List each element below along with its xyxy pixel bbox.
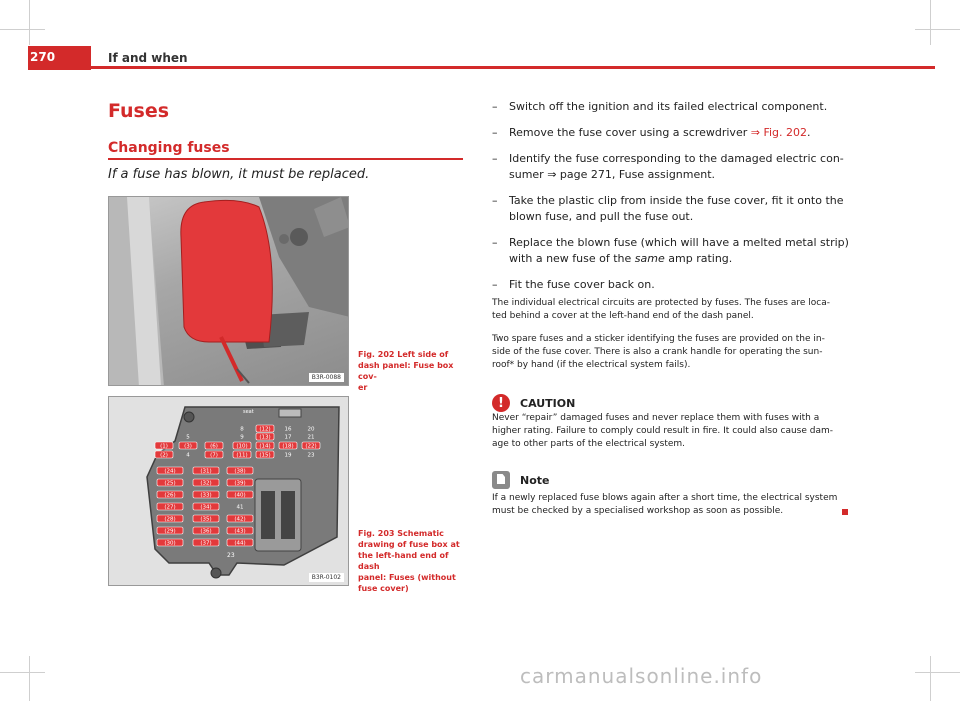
figure-203-caption: Fig. 203 Schematic drawing of fuse box at the left-hand end of dash panel: Fuses (without fuse cover) xyxy=(358,529,460,593)
fuse-label xyxy=(193,479,219,487)
svg-text:5: 5 xyxy=(186,434,190,441)
step-item: – Replace the blown fuse (which will have a melted metal strip) with a new fuse of the same amp rating. xyxy=(492,236,849,265)
fuse-label xyxy=(240,435,244,441)
note-text: If a newly replaced fuse blows again after a short time, the electrical system must be checked by a specialised workshop as soon as possible. xyxy=(492,493,838,516)
fuse-label xyxy=(157,539,183,547)
fuse-label xyxy=(157,467,183,475)
svg-text:(27): (27) xyxy=(164,504,176,511)
svg-text:(18): (18) xyxy=(282,443,294,450)
dash-panel-illustration xyxy=(109,197,349,386)
svg-text:(42): (42) xyxy=(234,516,246,523)
svg-text:(22): (22) xyxy=(305,443,317,450)
note-heading: Note xyxy=(492,471,549,489)
fuse-label xyxy=(193,503,219,511)
fuse-label xyxy=(308,453,315,459)
fuse-label xyxy=(227,467,253,475)
figure-code: B3R-0088 xyxy=(309,373,344,382)
svg-text:19: 19 xyxy=(284,452,292,459)
fuse-label xyxy=(256,442,274,450)
fuse-label xyxy=(285,427,292,433)
step-item: – Remove the fuse cover using a screwdriver ⇒ Fig. 202. xyxy=(492,126,811,139)
svg-text:(15): (15) xyxy=(259,452,271,459)
svg-text:(30): (30) xyxy=(164,540,176,547)
fuse-label xyxy=(227,527,253,535)
svg-text:20: 20 xyxy=(307,426,315,433)
svg-text:(44): (44) xyxy=(234,540,246,547)
fuse-label xyxy=(256,433,274,441)
fuse-label xyxy=(256,425,274,433)
svg-text:8: 8 xyxy=(240,426,244,433)
svg-text:(14): (14) xyxy=(259,443,271,450)
svg-text:4: 4 xyxy=(186,452,190,459)
svg-text:(1): (1) xyxy=(160,443,168,450)
svg-text:(26): (26) xyxy=(164,492,176,499)
fuse-label xyxy=(155,442,173,450)
caution-heading: ! CAUTION xyxy=(492,394,575,412)
fuse-label xyxy=(193,491,219,499)
fuse-label xyxy=(186,435,190,441)
fuse-label xyxy=(285,435,292,441)
svg-text:41: 41 xyxy=(236,504,244,511)
note-icon xyxy=(492,471,510,489)
fuse-label xyxy=(205,442,223,450)
fuse-label xyxy=(256,451,274,459)
fuse-label xyxy=(157,503,183,511)
fuse-label xyxy=(302,442,320,450)
fuse-label xyxy=(308,427,315,433)
fuse-label xyxy=(205,451,223,459)
figure-202-link[interactable]: ⇒ Fig. 202 xyxy=(750,126,808,139)
watermark: carmanualsonline.info xyxy=(520,664,763,688)
body-paragraph: The individual electrical circuits are protected by fuses. The fuses are loca- ted behind a cover at the left-hand end of the dash panel. xyxy=(492,298,830,321)
svg-text:(43): (43) xyxy=(234,528,246,535)
fuse-label xyxy=(227,539,253,547)
fuse-box-schematic xyxy=(109,397,349,586)
figure-202-caption: Fig. 202 Left side of dash panel: Fuse box cov- er xyxy=(358,350,454,392)
caution-text: Never “repair” damaged fuses and never replace them with fuses with a higher rating. Failure to comply could result in fire. It could also cause dam- age to other parts of the electrical system. xyxy=(492,413,833,449)
fuse-label xyxy=(308,435,315,441)
svg-text:(24): (24) xyxy=(164,468,176,475)
fuse-label xyxy=(157,527,183,535)
fuse-label xyxy=(237,505,244,511)
fuse-box-tag: seat xyxy=(243,409,254,415)
svg-text:(28): (28) xyxy=(164,516,176,523)
svg-text:(10): (10) xyxy=(236,443,248,450)
body-paragraph: Two spare fuses and a sticker identifying the fuses are provided on the in- side of the fuse cover. There is also a crank handle for operating the sun- roof* by hand (if the electrical system fails). xyxy=(492,334,825,370)
svg-text:17: 17 xyxy=(284,434,292,441)
step-item: – Take the plastic clip from inside the fuse cover, fit it onto the blown fuse, and pull the fuse out. xyxy=(492,194,844,223)
fuse-label xyxy=(157,479,183,487)
svg-text:23: 23 xyxy=(307,452,315,459)
svg-text:(33): (33) xyxy=(200,492,212,499)
svg-text:(25): (25) xyxy=(164,480,176,487)
svg-text:(11): (11) xyxy=(236,452,248,459)
step-item: – Switch off the ignition and its failed electrical component. xyxy=(492,100,828,113)
fuse-label xyxy=(157,515,183,523)
svg-text:(7): (7) xyxy=(210,452,218,459)
svg-text:(3): (3) xyxy=(184,443,192,450)
fuse-label xyxy=(155,451,173,459)
step-item: – Fit the fuse cover back on. xyxy=(492,278,655,291)
fuse-label xyxy=(233,442,251,450)
subsection-rule xyxy=(108,158,463,160)
page-number: 270 xyxy=(30,50,56,64)
fuse-label xyxy=(240,427,244,433)
exclamation-icon: ! xyxy=(492,394,510,412)
svg-text:(13): (13) xyxy=(259,434,271,441)
svg-text:(39): (39) xyxy=(234,480,246,487)
subsection-title: Changing fuses xyxy=(108,140,230,156)
svg-text:16: 16 xyxy=(284,426,292,433)
fuse-label xyxy=(157,491,183,499)
section-end-marker xyxy=(842,509,848,515)
figure-202-image xyxy=(108,196,349,386)
fuse-label xyxy=(193,527,219,535)
step-item: – Identify the fuse corresponding to the damaged electric con- sumer ⇒ page 271, Fuse assignment. xyxy=(492,152,844,181)
procedure-steps xyxy=(492,99,852,303)
svg-text:(29): (29) xyxy=(164,528,176,535)
svg-text:(32): (32) xyxy=(200,480,212,487)
fuse-label xyxy=(227,515,253,523)
fuse-label xyxy=(279,442,297,450)
svg-text:(31): (31) xyxy=(200,468,212,475)
figure-code: B3R-0102 xyxy=(309,573,344,582)
svg-text:9: 9 xyxy=(240,434,244,441)
fuse-label xyxy=(233,451,251,459)
svg-text:(34): (34) xyxy=(200,504,212,511)
svg-text:(36): (36) xyxy=(200,528,212,535)
page-title: Fuses xyxy=(108,100,170,122)
fuse-label xyxy=(285,453,292,459)
fuse-label xyxy=(193,515,219,523)
fuse-label xyxy=(227,479,253,487)
fuse-box-mark: 23 xyxy=(227,552,235,559)
svg-text:21: 21 xyxy=(307,434,315,441)
lead-text: If a fuse has blown, it must be replaced. xyxy=(108,167,370,182)
fuse-label xyxy=(227,491,253,499)
fuse-label xyxy=(193,467,219,475)
fuse-label xyxy=(179,442,197,450)
fuse-label xyxy=(193,539,219,547)
figure-203-image xyxy=(108,396,349,586)
section-title: If and when xyxy=(108,51,188,65)
svg-text:(37): (37) xyxy=(200,540,212,547)
fuse-label xyxy=(186,453,190,459)
svg-text:(38): (38) xyxy=(234,468,246,475)
svg-text:(35): (35) xyxy=(200,516,212,523)
svg-text:(40): (40) xyxy=(234,492,246,499)
svg-text:(6): (6) xyxy=(210,443,218,450)
svg-text:(12): (12) xyxy=(259,426,271,433)
svg-text:(2): (2) xyxy=(160,452,168,459)
header-rule xyxy=(28,66,935,69)
